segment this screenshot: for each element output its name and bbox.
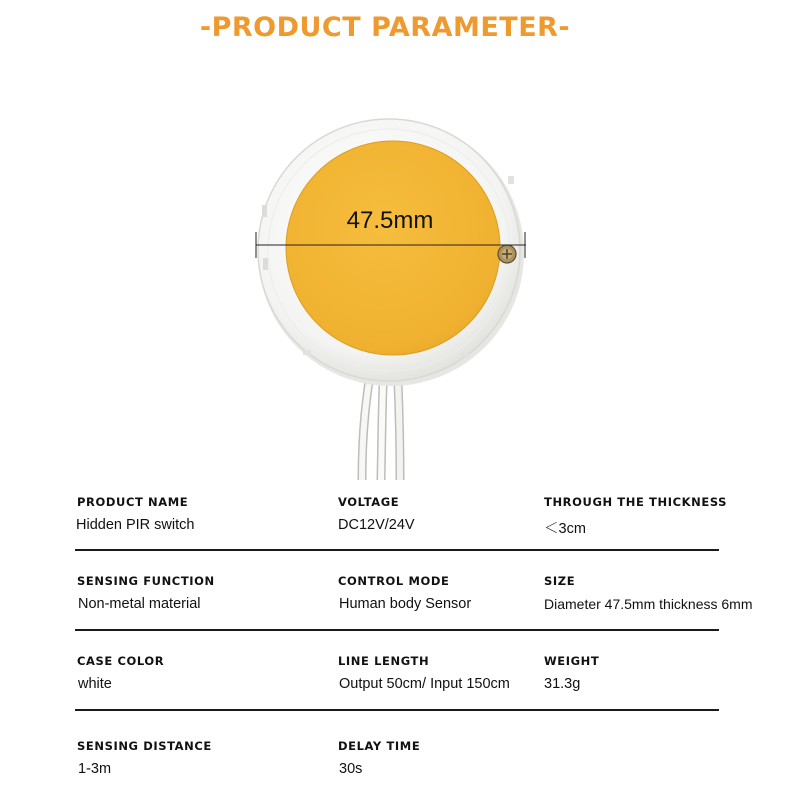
dimension-label: 47.5mm bbox=[346, 207, 434, 234]
spec-value: Hidden PIR switch bbox=[76, 517, 195, 533]
spec-label: LINE LENGTH bbox=[338, 654, 430, 668]
row-divider bbox=[75, 629, 719, 631]
row-divider bbox=[75, 549, 719, 551]
spec-value: 1-3m bbox=[78, 761, 112, 777]
spec-label: CONTROL MODE bbox=[338, 574, 450, 588]
spec-label: SENSING FUNCTION bbox=[77, 574, 215, 588]
spec-label: DELAY TIME bbox=[338, 739, 421, 753]
spec-value: Human body Sensor bbox=[339, 596, 472, 612]
spec-value: Output 50cm/ Input 150cm bbox=[339, 676, 510, 692]
spec-label: PRODUCT NAME bbox=[77, 495, 189, 509]
spec-value: Non-metal material bbox=[78, 596, 201, 612]
spec-label: THROUGH THE THICKNESS bbox=[544, 495, 728, 509]
spec-value: 30s bbox=[339, 761, 363, 777]
page-title: -PRODUCT PARAMETER- bbox=[199, 12, 571, 43]
row-divider bbox=[75, 709, 719, 711]
spec-label: WEIGHT bbox=[544, 654, 600, 668]
spec-value: ＜3cm bbox=[544, 521, 586, 537]
spec-value: Diameter 47.5mm thickness 6mm bbox=[544, 596, 753, 612]
spec-label: SIZE bbox=[544, 574, 576, 588]
spec-label: SENSING DISTANCE bbox=[77, 739, 212, 753]
spec-value: white bbox=[78, 676, 112, 692]
spec-value: 31.3g bbox=[544, 676, 581, 692]
spec-label: CASE COLOR bbox=[77, 654, 165, 668]
spec-value: DC12V/24V bbox=[338, 517, 415, 533]
spec-label: VOLTAGE bbox=[338, 495, 400, 509]
